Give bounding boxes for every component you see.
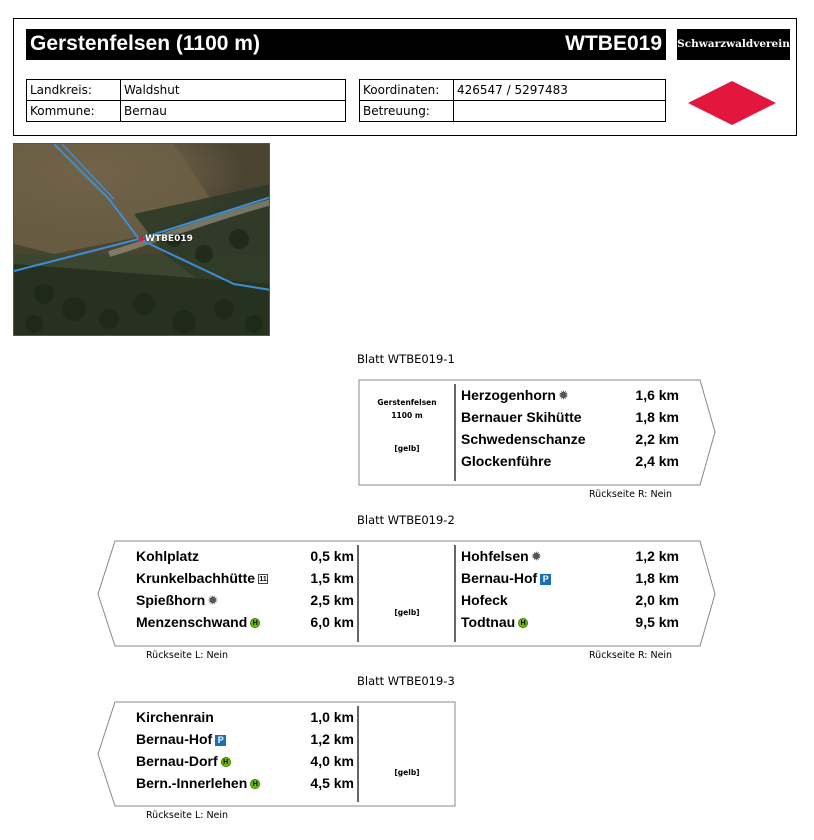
destination-distance: 1,8 km [635,409,679,425]
destination-distance: 0,5 km [310,548,354,564]
destination-name: Herzogenhorn [461,387,556,403]
sign-row [461,428,679,450]
destination-name: Kirchenrain [136,709,214,725]
sign-row [136,772,354,794]
destination-distance: 4,0 km [310,753,354,769]
restaurant-icon: 11 [259,576,267,584]
destination-name: Bernauer Skihütte [461,409,582,425]
destination-distance: 1,6 km [635,387,679,403]
sign-row [461,611,679,633]
landkreis-value: Waldshut [121,80,346,101]
sheet-3-center-color: [gelb] [394,768,420,777]
coord-table [359,79,666,122]
sign-row [136,750,354,772]
koordinaten-label: Koordinaten: [360,80,454,101]
destination-distance: 2,2 km [635,431,679,447]
map-point-label: WTBE019 [145,234,193,244]
title-bar [26,29,666,60]
sign-row [461,567,679,589]
destination-name: Schwedenschanze [461,431,586,447]
sheet-1-center-name: Gerstenfelsen [377,398,437,407]
parking-icon: P [540,574,551,585]
destination-distance: 9,5 km [635,614,679,630]
betreuung-value [454,101,666,122]
bus-stop-icon: H [518,618,528,628]
sheet-2-left-destinations [136,545,354,633]
koordinaten-value: 426547 / 5297483 [454,80,666,101]
sign-row [461,589,679,611]
sign-row [136,706,354,728]
bus-stop-icon: H [250,618,260,628]
destination-name: Bern.-Innerlehen [136,775,248,791]
destination-name: Bernau-Hof [136,731,213,747]
destination-distance: 2,5 km [310,592,354,608]
location-id: WTBE019 [565,32,662,55]
location-title: Gerstenfelsen (1100 m) [30,32,260,55]
destination-name: Todtnau [461,614,516,630]
parking-icon: P [215,735,226,746]
sheet-3-label: Blatt WTBE019-3 [357,674,455,688]
sheet-1-back-right: Rückseite R: Nein [589,489,673,500]
org-logo: Schwarzwaldverein [677,29,790,60]
sheet-1-center-color: [gelb] [394,444,420,453]
destination-distance: 1,0 km [310,709,354,725]
sheet-2-back-left: Rückseite L: Nein [146,650,229,661]
summit-icon: ✹ [208,594,218,607]
sign-row [461,406,679,428]
aerial-map [13,143,270,336]
sheet-1-center [360,396,454,455]
bus-stop-icon: H [250,779,260,789]
destination-name: Hofeck [461,592,508,608]
sheet-3-left-destinations [136,706,354,794]
destination-name: Menzenschwand [136,614,248,630]
destination-distance: 1,2 km [635,548,679,564]
sheet-1-right-destinations [461,384,679,472]
destination-distance: 2,0 km [635,592,679,608]
sign-row [461,545,679,567]
landkreis-label: Landkreis: [27,80,121,101]
betreuung-label: Betreuung: [360,101,454,122]
sign-row [136,611,354,633]
sign-row [461,450,679,472]
destination-distance: 1,8 km [635,570,679,586]
sheet-2-right-destinations [461,545,679,633]
sign-row [136,545,354,567]
destination-name: Krunkelbachhütte [136,570,256,586]
sign-row [461,384,679,406]
summit-icon: ✹ [558,389,569,402]
destination-distance: 2,4 km [635,453,679,469]
destination-distance: 1,2 km [310,731,354,747]
bus-stop-icon: H [221,757,231,767]
sheet-2-label: Blatt WTBE019-2 [357,513,455,527]
destination-name: Bernau-Dorf [136,753,218,769]
sheet-2-back-right: Rückseite R: Nein [589,650,673,661]
sheet-3-back-left: Rückseite L: Nein [146,810,229,821]
sign-row [136,567,354,589]
destination-name: Kohlplatz [136,548,199,564]
destination-name: Spießhorn [136,592,206,608]
kommune-label: Kommune: [27,101,121,122]
sheet-2-center-color: [gelb] [394,608,420,617]
destination-distance: 6,0 km [310,614,354,630]
sign-row [136,589,354,611]
summit-icon: ✹ [531,550,541,563]
sign-row [136,728,354,750]
destination-distance: 1,5 km [310,570,354,586]
trail-marker-diamond-icon [686,79,778,127]
admin-table [26,79,346,122]
aerial-photo [14,144,270,336]
kommune-value: Bernau [121,101,346,122]
destination-name: Bernau-Hof [461,570,538,586]
location-header [13,18,797,136]
sheet-1-center-alt: 1100 m [391,411,423,420]
destination-name: Hohfelsen [461,548,529,564]
destination-name: Glockenführe [461,453,552,469]
sheet-1-label: Blatt WTBE019-1 [357,352,455,366]
destination-distance: 4,5 km [310,775,354,791]
